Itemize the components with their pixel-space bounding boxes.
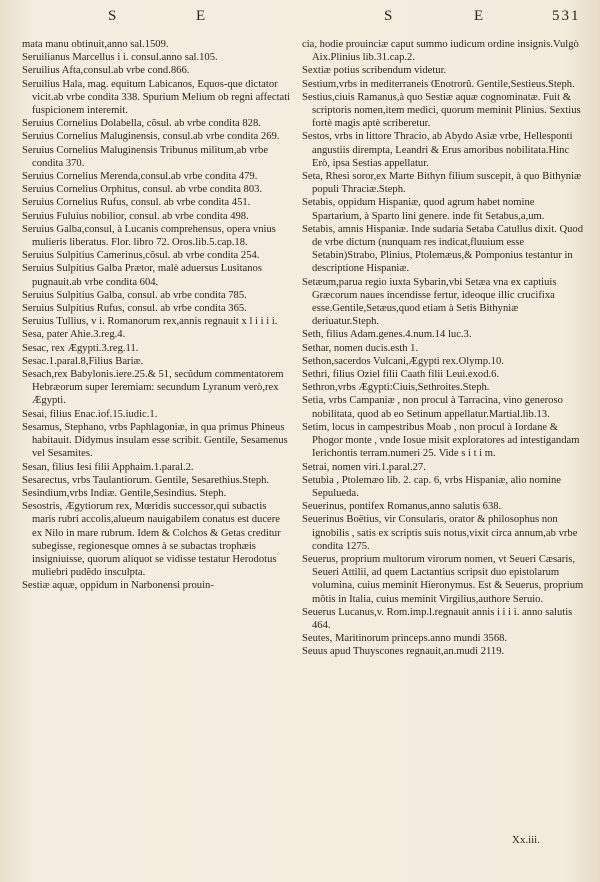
running-head-left-letter2: E [196, 8, 208, 24]
dictionary-entry: Seuerinus, pontifex Romanus,anno salutis 638. [302, 501, 502, 513]
dictionary-entry: Seutes, Maritinorum princeps.anno mundi 3568. [302, 633, 508, 645]
dictionary-entry: Sestiæ aquæ, oppidum in Narbonensi prouin- [22, 580, 214, 592]
dictionary-entry: Setæum,parua regio iuxta Sybarin,vbi Setæa vna ex captiuis Græcorum naues incendisse fertur, ideoque illic crucifixa esse.Gentile,Setæus,quod etiam à Setis Bithyniæ deriuatur.Steph. [302, 276, 557, 328]
running-head-left-letter: S [108, 8, 119, 24]
dictionary-entry: Sestius,ciuis Ramanus,à quo Sestiæ aquæ cognominatæ. Fuit & scriptoris nomen,item medici, quorum meminit Plinius. Sextius fortè magis aptè scriberetur. [302, 91, 581, 130]
dictionary-entry: Setrai, nomen viri.1.paral.27. [302, 461, 426, 473]
dictionary-entry: Seuerus Lucanus,v. Rom.imp.l.regnauit annis i i i i. anno salutis 464. [302, 606, 573, 631]
dictionary-entry: Seruius Sulpitius Galba, consul. ab vrbe condita 785. [22, 289, 247, 301]
dictionary-entry: Seruius Sulpitius Rufus, consul. ab vrbe condita 365. [22, 303, 247, 315]
dictionary-entry: Setabis, oppidum Hispaniæ, quod agrum habet nomine Spartarium, à Sparto lini genere. inde fit Setabus,a,um. [302, 197, 545, 222]
dictionary-entry: Sethron,vrbs Ægypti:Ciuis,Sethroites.Steph. [302, 382, 490, 394]
dictionary-entry: Sesan, filius Iesi filii Apphaim.1.paral.2. [22, 461, 194, 473]
signature-mark: Xx.iii. [511, 834, 540, 846]
dictionary-entry: Seruius Cornelius Orphitus, consul. ab vrbe condita 803. [22, 184, 263, 196]
dictionary-entry: Sesach,rex Babylonis.iere.25.& 51, secũdum commentatorem Hebræorum super Ieremiam: secundum Lyranum verò,rex Ægypti. [22, 369, 284, 407]
dictionary-entry: Sextiæ potius scribendum videtur. [302, 65, 447, 77]
dictionary-entry: Sestos, vrbs in littore Thracio, ab Abydo Asiæ vrbe, Hellesponti angustiis dirempta, Leandri & Erus amoribus nobilitata.Hinc Erò, ipsa Sestias appellatur. [302, 131, 573, 169]
dictionary-entry: Seuerinus Boëtius, vir Consularis, orator & philosophus non ignobilis , satis ex scriptis suis notus,vixit circa annum,ab vrbe condita 1275. [302, 514, 578, 552]
dictionary-entry: Seruilianus Marcellus i i. consul.anno sal.105. [22, 52, 218, 64]
dictionary-entry: Sesac, rex Ægypti.3.reg.11. [22, 342, 139, 354]
dictionary-entry: Sestium,vrbs in mediterraneis Œnotrorũ. Gentile,Sestieus.Steph. [302, 78, 575, 90]
dictionary-entry: Seuerus, proprium multorum virorum nomen, vt Seueri Cæsaris, Seueri Attilii, ad quem Lactantius scripsit duo epistolarum volumina, cuius meminit Hieronymus. Est & Seuerus, proprium mõtis in Italia, cuius meminit Virgilius,authore Seruio. [302, 553, 584, 605]
dictionary-entry: Seruius Galba,consul, à Lucanis comprehensus, opera vnius mulieris liberatus. Flor. libro 72. Oros.lib.5.cap.18. [22, 223, 276, 249]
dictionary-entry: Setim, locus in campestribus Moab , non procul à Iordane & Phogor monte , vnde Iosue misit exploratores ad intestigandam Ierichontis terram.numeri 25. Vide s i t i m. [302, 421, 580, 460]
dictionary-entry: Sesarectus, vrbs Taulantiorum. Gentile, Sesarethius.Steph. [22, 474, 270, 486]
running-head-right-letter: S [384, 8, 395, 24]
dictionary-entry: mata manu obtinuit,anno sal.1509. [22, 39, 169, 50]
dictionary-entry: Sesostris, Ægytiorum rex, Mœridis successor,qui subactis maris rubri accolis,alueum nauigabilem conatus est ducere ex Nilo in mare rubrum. Idem & Colchos & Getas creditur subegisse, regionesque omnes à se subactas trophæis insigniuisse, quorum aliquot se vidisse testatur Herodotus muliebri pudẽdo insculpta. [22, 501, 281, 579]
dictionary-entry: Setia, vrbs Campaniæ , non procul à Tarracina, vino generoso nobilitata, quod ab eo Setinum appellatur.Martial.lib.13. [302, 395, 563, 420]
dictionary-entry: Setubia , Ptolemæo lib. 2. cap. 6, vrbs Hispaniæ, alio nomine Sepulueda. [302, 474, 561, 499]
dictionary-entry: Seruius Fuluius nobilior, consul. ab vrbe condita 498. [22, 210, 249, 222]
dictionary-entry: Seuus apud Thuyscones regnauit,an.mudi 2119. [302, 646, 505, 658]
dictionary-entry: cia, hodie prouinciæ caput summo iudicum ordine insignis.Vulgò Aix.Plinius lib.31.cap.2. [302, 39, 579, 64]
dictionary-entry: Seruius Cornelius Dolabella, cõsul. ab vrbe condita 828. [22, 118, 261, 130]
running-head [0, 8, 600, 32]
dictionary-entry: Sethon,sacerdos Vulcani,Ægypti rex.Olymp.10. [302, 355, 504, 367]
running-head-right-letter2: E [474, 8, 486, 24]
dictionary-entry: Seruius Cornelius Maluginensis Tribunus militum,ab vrbe condita 370. [22, 144, 269, 169]
dictionary-entry: Seruius Tullius, v i. Romanorum rex,annis regnauit x l i i i i. [22, 316, 278, 328]
dictionary-entry: Seruius Cornelius Rufus, consul. ab vrbe condita 451. [22, 197, 251, 209]
dictionary-entry: Sesamus, Stephano, vrbs Paphlagoniæ, in qua primus Phineus habitauit. Didymus insulam esse scribit. Gentile, Sesamenus vel Sesamites. [22, 421, 288, 460]
dictionary-entry: Sethri, filius Oziel filii Caath filii Leui.exod.6. [302, 369, 500, 381]
dictionary-entry: Sesindium,vrbs Indiæ. Gentile,Sesindius. Steph. [22, 487, 227, 499]
dictionary-entry: Seruius Sulpitius Camerinus,cõsul. ab vrbe condita 254. [22, 250, 260, 262]
dictionary-entry: Seth, filius Adam.genes.4.num.14 luc.3. [302, 329, 472, 341]
dictionary-entry: Seta, Rhesi soror,ex Marte Bithyn filium suscepit, à quo Bithyniæ populi Thraciæ.Steph. [302, 171, 582, 196]
dictionary-entry: Sethar, nomen ducis.esth 1. [302, 342, 419, 354]
right-column [302, 38, 584, 659]
dictionary-entry: Setabis, amnis Hispaniæ. Inde sudaria Setaba Catullus dixit. Quod de vrbe dictum (nunquam res indicat,fluuium esse Setabin)Strabo, Plinius, Ptolemæus,& Pomponius testantur in descriptione Hispaniæ. [302, 223, 583, 275]
left-column [22, 38, 292, 593]
dictionary-entry: Seruius Cornelius Maluginensis, consul.ab vrbe condita 269. [22, 131, 280, 143]
dictionary-entry: Seruilius Hala, mag. equitum Labicanos, Equos-que dictator vicit.ab vrbe condita 338. Spurium Melium ob regni affectati fuspicionem interemit. [22, 78, 291, 117]
dictionary-entry: Sesa, pater Ahie.3.reg.4. [22, 329, 126, 341]
dictionary-entry: Seruilius Afta,consul.ab vrbe cond.866. [22, 65, 190, 77]
dictionary-entry: Sesai, filius Enac.iof.15.iudic.1. [22, 408, 158, 420]
dictionary-entry: Sesac.1.paral.8,Filius Bariæ. [22, 355, 144, 367]
page-number: 531 [552, 8, 581, 24]
dictionary-entry: Seruius Cornelius Merenda,consul.ab vrbe condita 479. [22, 171, 258, 183]
dictionary-entry: Seruius Sulpitius Galba Prætor, malè aduersus Lusitanos pugnauit.ab vrbe condita 604. [22, 263, 262, 288]
